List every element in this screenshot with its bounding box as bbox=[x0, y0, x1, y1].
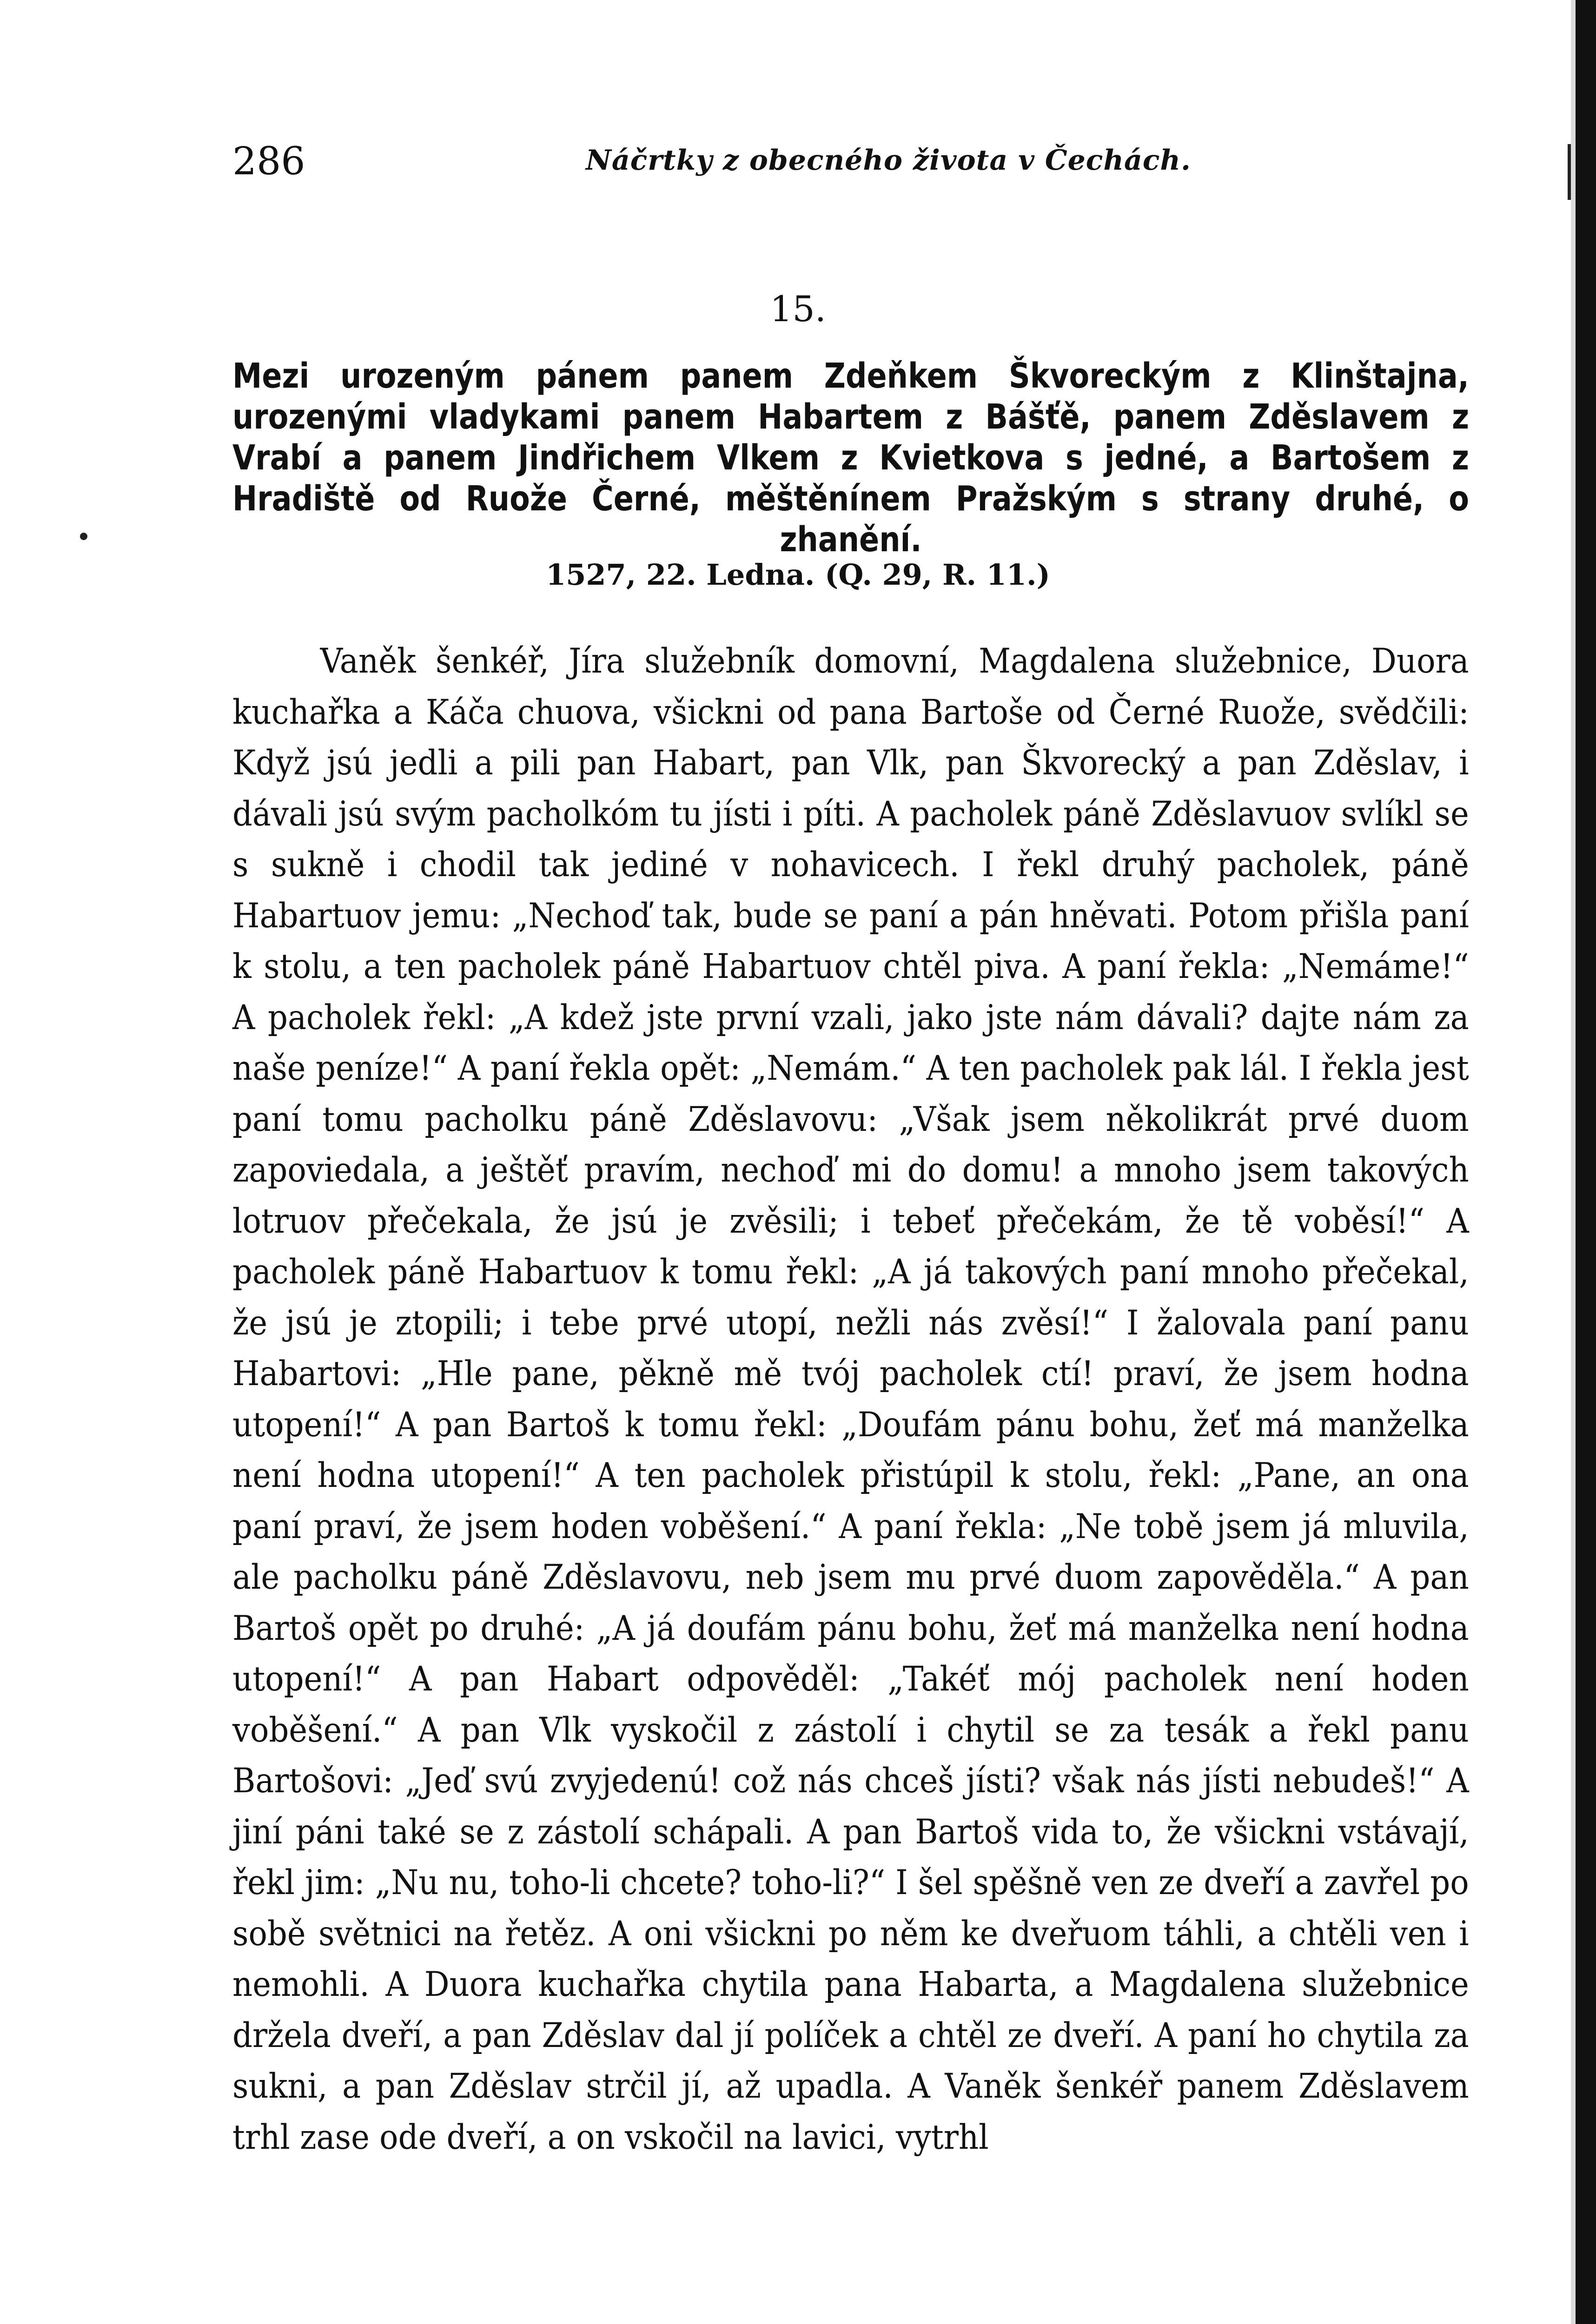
scan-border bbox=[1576, 0, 1596, 2324]
date-line: 1527, 22. Ledna. (Q. 29, R. 11.) bbox=[546, 558, 1050, 592]
page-number: 286 bbox=[232, 139, 305, 184]
running-title: Náčrtky z obecného života v Čechách. bbox=[586, 144, 1191, 177]
section-heading: Mezi urozeným pánem panem Zdeňkem Škvoreckým z Klinštajna, urozenými vladykami panem Habartem z Bášťě, panem Zděslavem z Vrabí a panem Jindřichem Vlkem z Kvietkova s jedné, a Bartošem z Hradiště od Ruože Černé, měštěnínem Pražským s strany druhé, o zhanění. bbox=[232, 356, 1469, 560]
page-edge-shadow bbox=[1571, 0, 1576, 2324]
page-header bbox=[232, 139, 1469, 195]
margin-dot bbox=[80, 533, 87, 540]
section-number: 15. bbox=[770, 288, 826, 330]
body-paragraph: Vaněk šenkéř, Jíra služebník domovní, Magdalena služebnice, Duora kuchařka a Káča chuova, všickni od pana Bartoše od Černé Ruože, svědčili: Když jsú jedli a pili pan Habart, pan Vlk, pan Škvorecký a pan Zděslav, i dávali jsú svým pacholkóm tu jísti i píti. A pacholek páně Zděslavuov svlíkl se s sukně i chodil tak jediné v nohavicech. I řekl druhý pacholek, páně Habartuov jemu: „Nechoď tak, bude se paní a pán hněvati. Potom přišla paní k stolu, a ten pacholek páně Habartuov chtěl piva. A paní řekla: „Nemáme!“ A pacholek řekl: „A kdež jste první vzali, jako jste nám dávali? dajte nám za naše peníze!“ A paní řekla opět: „Nemám.“ A ten pacholek pak lál. I řekla jest paní tomu pacholku páně Zděslavovu: „Však jsem několikrát prvé duom zapoviedala, a ještěť pravím, nechoď mi do domu! a mnoho jsem takových lotruov přečekala, že jsú je zvěsili; i tebeť přečekám, že tě voběsí!“ A pacholek páně Habartuov k tomu řekl: „A já takových paní mnoho přečekal, že jsú je ztopili; i tebe prvé utopí, nežli nás zvěsí!“ I žalovala paní panu Habartovi: „Hle pane, pěkně mě tvój pacholek ctí! praví, že jsem hodna utopení!“ A pan Bartoš k tomu řekl: „Doufám pánu bohu, žeť má manželka není hodna utopení!“ A ten pacholek přistúpil k stolu, řekl: „Pane, an ona paní praví, že jsem hoden voběšení.“ A paní řekla: „Ne tobě jsem já mluvila, ale pacholku páně Zděslavovu, neb jsem mu prvé duom zapověděla.“ A pan Bartoš opět po druhé: „A já doufám pánu bohu, žeť má manželka není hodna utopení!“ A pan Habart odpověděl: „Takéť mój pacholek není hoden voběšení.“ A pan Vlk vyskočil z zástolí i chytil se za tesák a řekl panu Bartošovi: „Jeď svú zvyjedenú! což nás chceš jísti? však nás jísti nebudeš!“ A jiní páni také se z zástolí schápali. A pan Bartoš vida to, že všickni vstávají, řekl jim: „Nu nu, toho-li chcete? toho-li?“ I šel spěšně ven ze dveří a zavřel po sobě světnici na řetěz. A oni všickni po něm ke dveřuom táhli, a chtěli ven i nemohli. A Duora kuchařka chytila pana Habarta, a Magdalena služebnice držela dveří, a pan Zděslav dal jí políček a chtěl ze dveří. A paní ho chytila za sukni, a pan Zděslav strčil jí, až upadla. A Vaněk šenkéř panem Zděslavem trhl zase ode dveří, a on vskočil na lavici, vytrhl bbox=[232, 641, 1469, 2157]
